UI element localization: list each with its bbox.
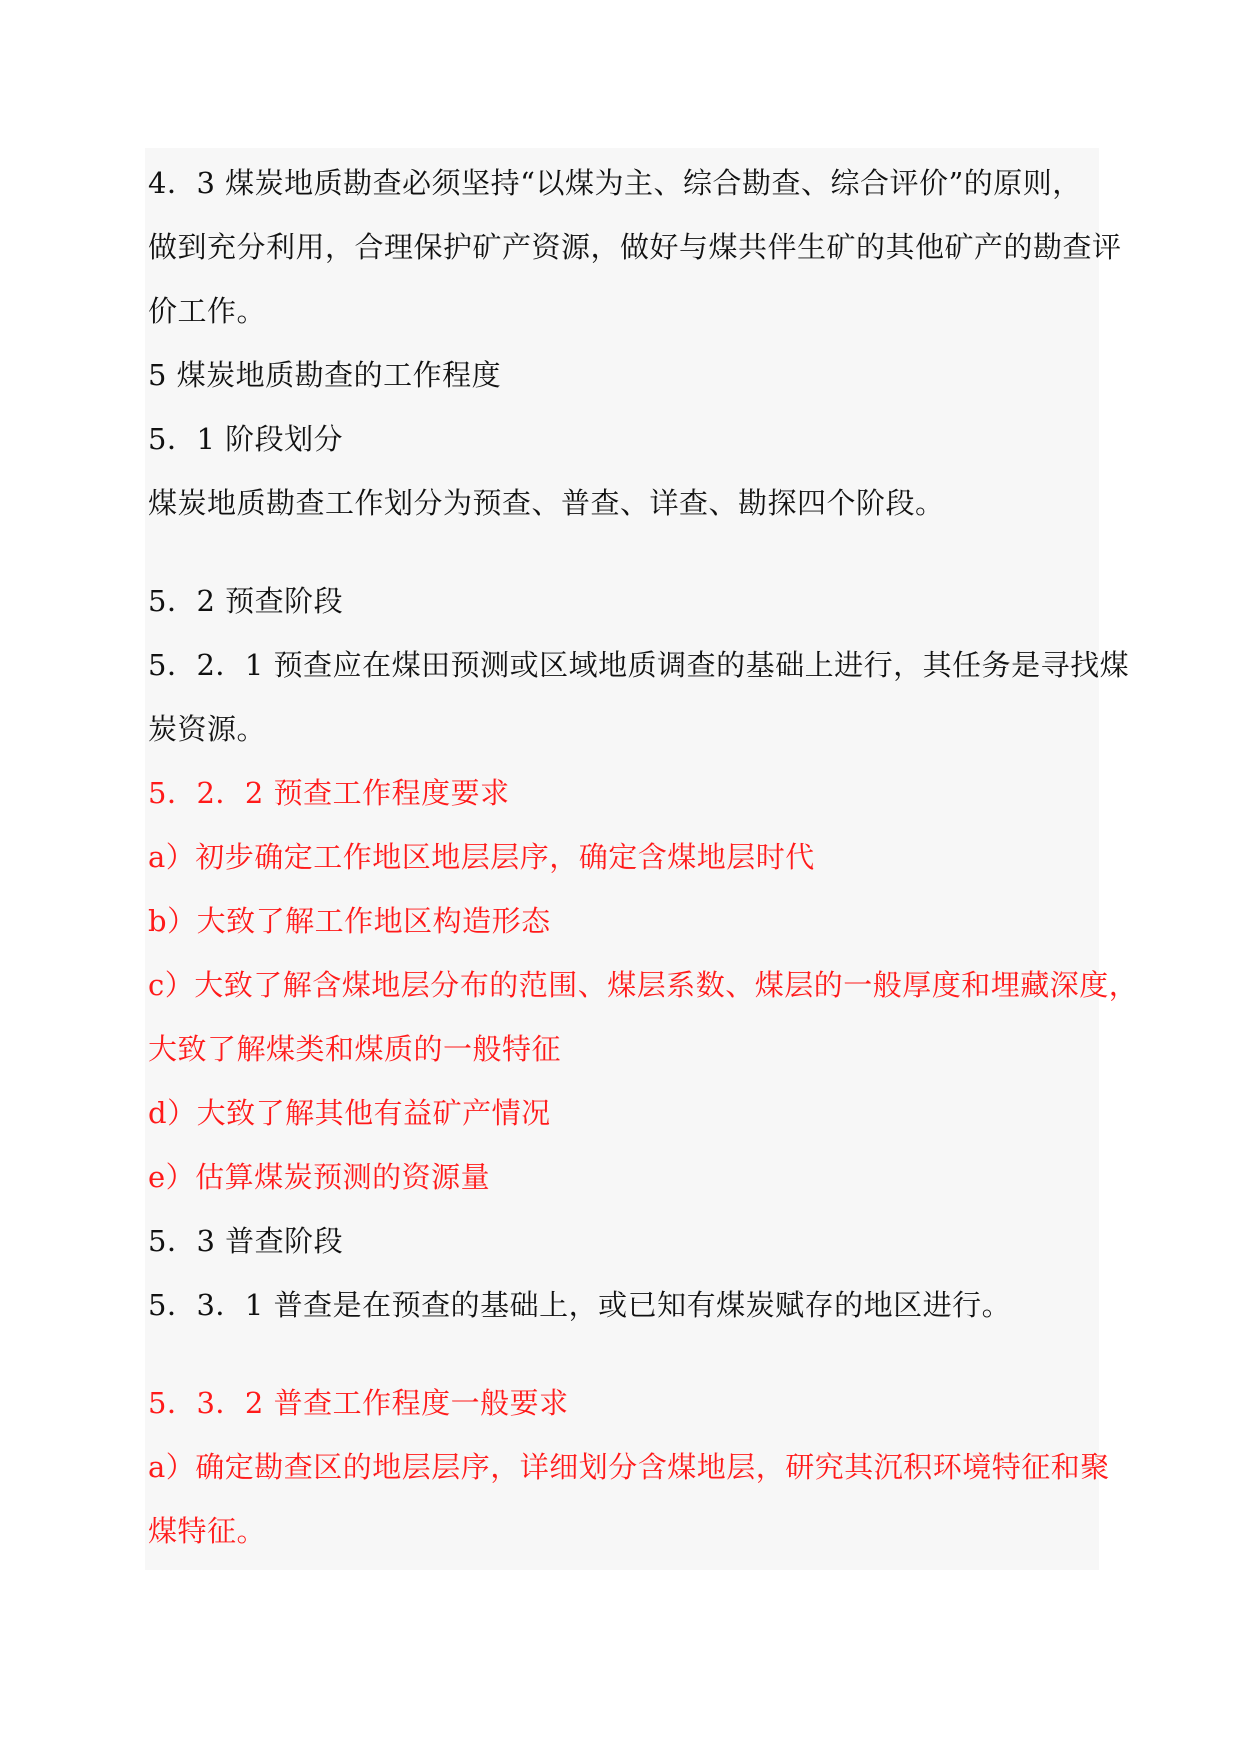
section-5-heading: 5 煤炭地质勘查的工作程度: [148, 358, 502, 392]
section-5-1-heading: 5．1 阶段划分: [148, 422, 344, 456]
requirement-a: a）初步确定工作地区地层层序，确定含煤地层时代: [148, 840, 815, 874]
clause-5-3-1: 5．3．1 普查是在预查的基础上，或已知有煤炭赋存的地区进行。: [148, 1288, 1012, 1322]
section-5-2-heading: 5．2 预查阶段: [148, 584, 344, 618]
clause-4-3-line-1: 4．3 煤炭地质勘查必须坚持“以煤为主、综合勘查、综合评价”的原则，: [148, 166, 1082, 200]
clause-5-2-2-heading: 5．2．2 预查工作程度要求: [148, 776, 510, 810]
clause-5-3-2-heading: 5．3．2 普查工作程度一般要求: [148, 1386, 569, 1420]
requirement-c-line-2: 大致了解煤类和煤质的一般特征: [148, 1032, 562, 1066]
section-5-3-heading: 5．3 普查阶段: [148, 1224, 344, 1258]
section-5-1-text: 煤炭地质勘查工作划分为预查、普查、详查、勘探四个阶段。: [148, 486, 945, 520]
requirement-b: b）大致了解工作地区构造形态: [148, 904, 551, 938]
survey-requirement-a-line-1: a）确定勘查区的地层层序，详细划分含煤地层，研究其沉积环境特征和聚: [148, 1450, 1110, 1484]
survey-requirement-a-line-2: 煤特征。: [148, 1514, 267, 1548]
requirement-e: e）估算煤炭预测的资源量: [148, 1160, 491, 1194]
clause-4-3-line-2: 做到充分利用，合理保护矿产资源，做好与煤共伴生矿的其他矿产的勘查评: [148, 230, 1122, 264]
clause-5-2-1-line-1: 5．2．1 预查应在煤田预测或区域地质调查的基础上进行，其任务是寻找煤: [148, 648, 1130, 682]
requirement-d: d）大致了解其他有益矿产情况: [148, 1096, 551, 1130]
requirement-c-line-1: c）大致了解含煤地层分布的范围、煤层系数、煤层的一般厚度和埋藏深度，: [148, 968, 1139, 1002]
clause-5-2-1-line-2: 炭资源。: [148, 712, 267, 746]
clause-4-3-line-3: 价工作。: [148, 294, 267, 328]
